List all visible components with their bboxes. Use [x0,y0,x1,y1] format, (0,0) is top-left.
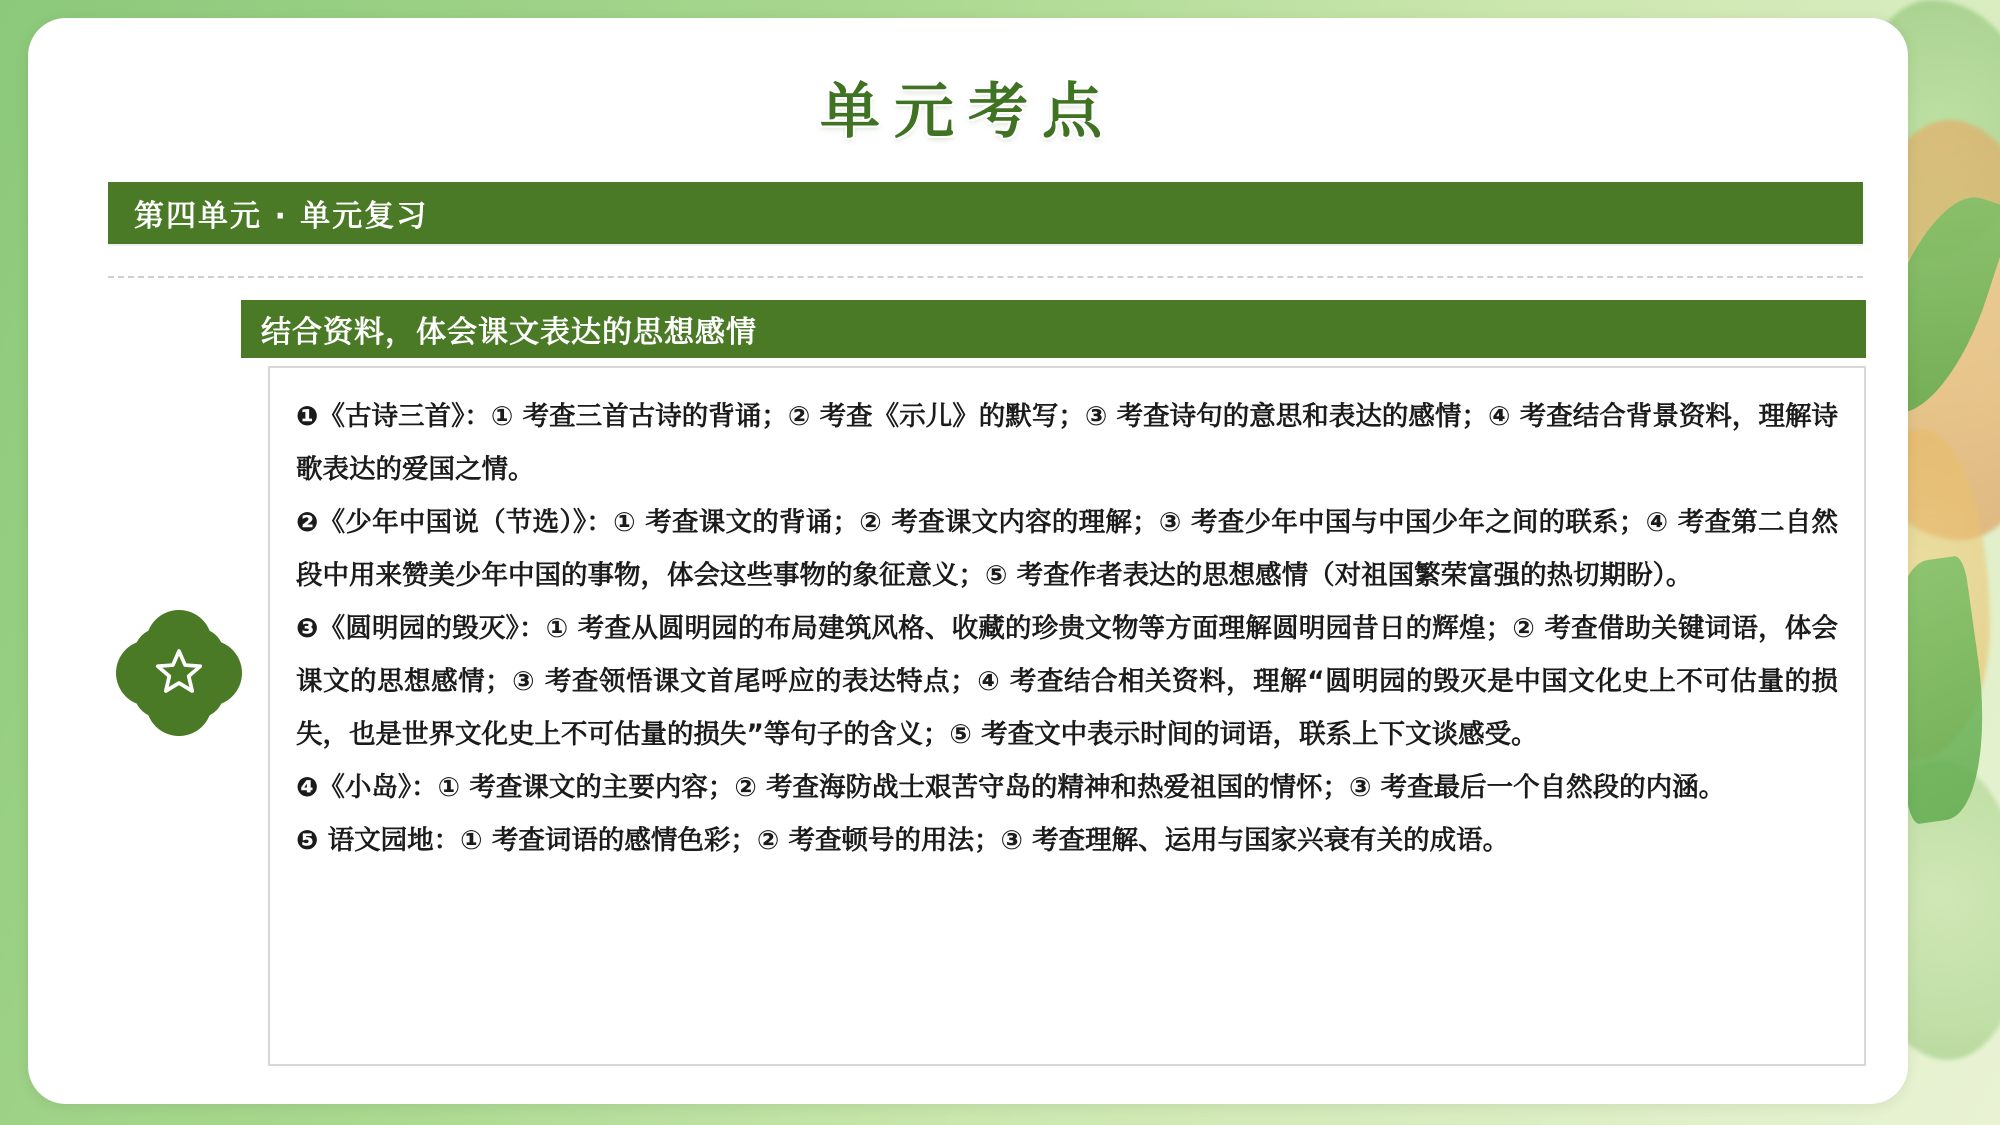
content-paragraph: ❸《圆明园的毁灭》：① 考查从圆明园的布局建筑风格、收藏的珍贵文物等方面理解圆明园昔日的辉煌；② 考查借助关键词语，体会课文的思想感情；③ 考查领悟课文首尾呼应的表达特点；④ 考查结合相关资料，理解“圆明园的毁灭是中国文化史上不可估量的损失，也是世界文化史上不可估量的损失”等句子的含义；⑤ 考查文中表示时间的词语，联系上下文谈感受。 [296,613,1838,750]
page-title: 单元考点 [820,77,1116,147]
content-paragraph: ❺ 语文园地：① 考查词语的感情色彩；② 考查顿号的用法；③ 考查理解、运用与国家兴衰有关的成语。 [296,825,1510,856]
content-paragraph: ❶《古诗三首》：① 考查三首古诗的背诵；② 考查《示儿》的默写；③ 考查诗句的意思和表达的感情；④ 考查结合背景资料，理解诗歌表达的爱国之情。 [296,401,1838,485]
unit-header-bar [108,182,1863,244]
content-paragraph: ❷《少年中国说（节选）》：① 考查课文的背诵；② 考查课文内容的理解；③ 考查少年中国与中国少年之间的联系；④ 考查第二自然段中用来赞美少年中国的事物，体会这些事物的象征意义；⑤ 考查作者表达的思想感情（对祖国繁荣富强的热切期盼）。 [296,507,1838,591]
dashed-divider [108,276,1863,278]
section-header-bar [241,300,1866,358]
star-icon [116,610,242,736]
unit-header-label: 第四单元 · 单元复习 [134,199,429,234]
section-header-label: 结合资料，体会课文表达的思想感情 [261,315,757,350]
star-badge [116,610,242,736]
content-card [28,18,1908,1104]
content-paragraph: ❹《小岛》：① 考查课文的主要内容；② 考查海防战士艰苦守岛的精神和热爱祖国的情怀；③ 考查最后一个自然段的内涵。 [296,772,1726,803]
content-text-box [268,366,1866,1066]
